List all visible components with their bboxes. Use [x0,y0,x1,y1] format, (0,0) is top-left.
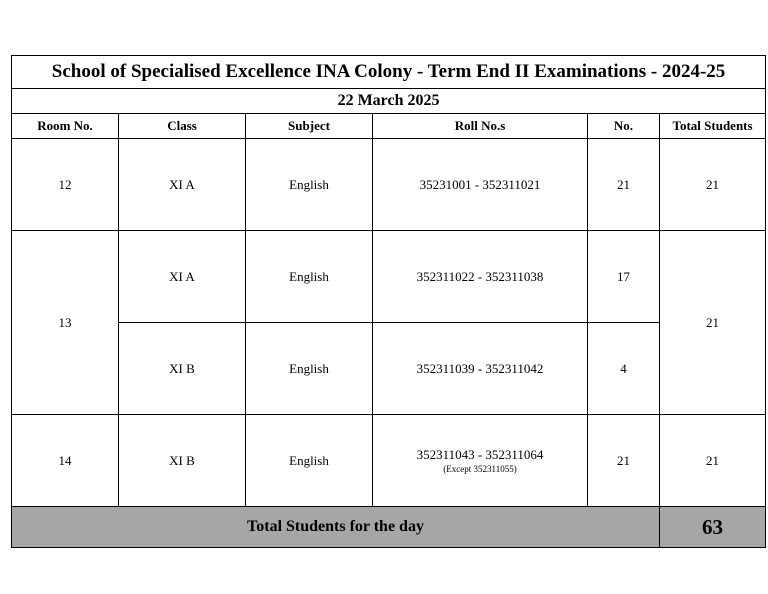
table-row [12,139,766,231]
count-cell: 21 [588,139,660,231]
table-row [12,415,766,507]
roll-range-cell [373,139,588,231]
day-total-value: 63 [660,507,766,548]
room-total: 21 [660,139,766,231]
title-row [12,56,766,89]
exam-date: 22 March 2025 [12,89,766,114]
subject-cell: English [246,323,373,415]
header-total: Total Students [660,114,766,139]
subject-cell: English [246,231,373,323]
day-total-row [12,507,766,548]
class-cell: XI A [119,139,246,231]
roll-range: 352311043 - 352311064 [416,447,544,462]
roll-range-cell [373,231,588,323]
class-cell: XI B [119,415,246,507]
header-subject: Subject [246,114,373,139]
roll-range: 35231001 - 352311021 [419,176,541,192]
count-cell: 17 [588,231,660,323]
header-rolls: Roll No.s [373,114,588,139]
subject-cell: English [246,415,373,507]
roll-range: 352311022 - 352311038 [416,268,544,284]
class-cell: XI B [119,323,246,415]
date-row [12,89,766,114]
header-no: No. [588,114,660,139]
subject-cell: English [246,139,373,231]
count-cell: 21 [588,415,660,507]
room-total: 21 [660,231,766,415]
room-total: 21 [660,415,766,507]
table-row [12,231,766,323]
exam-seating-table [11,55,766,548]
room-number: 13 [12,231,119,415]
table-row [12,323,766,415]
header-room: Room No. [12,114,119,139]
room-number: 14 [12,415,119,507]
roll-range-cell [373,323,588,415]
count-cell: 4 [588,323,660,415]
day-total-label: Total Students for the day [12,507,660,548]
roll-exception-note: (Except 352311055) [443,464,517,474]
header-class: Class [119,114,246,139]
roll-range: 352311039 - 352311042 [416,360,544,376]
roll-range-cell [373,415,588,507]
page-title: School of Specialised Excellence INA Colony - Term End II Examinations - 2024-25 [12,56,766,89]
class-cell: XI A [119,231,246,323]
header-row [12,114,766,139]
room-number: 12 [12,139,119,231]
